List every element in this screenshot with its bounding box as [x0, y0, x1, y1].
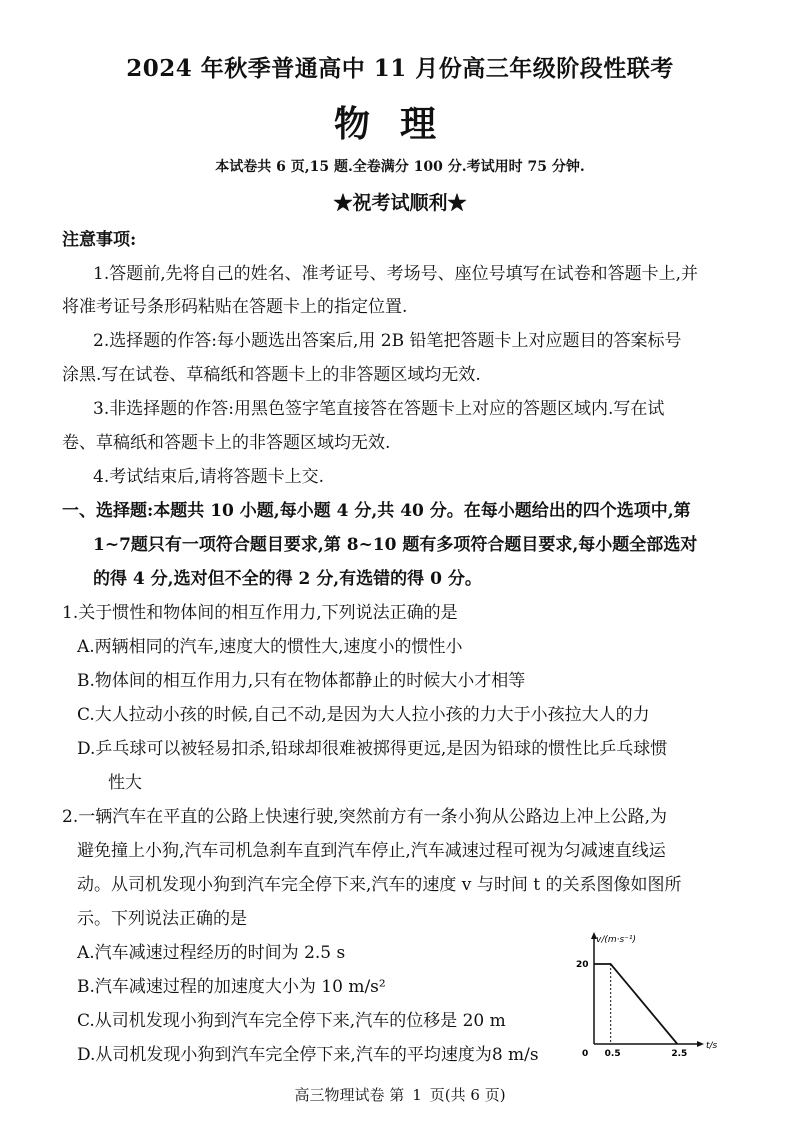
note-line: 4.考试结束后,请将答题卡上交.	[93, 467, 325, 487]
y-tick-label: 20	[576, 960, 589, 970]
question-1-stem: 1.关于惯性和物体间的相互作用力,下列说法正确的是	[62, 603, 458, 623]
question-1-option-c: C.大人拉动小孩的时候,自己不动,是因为大人拉小孩的力大于小孩拉大人的力	[77, 705, 650, 725]
blessing-banner: ★祝考试顺利★	[333, 192, 467, 214]
x-axis-arrow	[697, 1041, 704, 1047]
question-1-option-d-cont: 性大	[108, 773, 142, 793]
question-2-option-c: C.从司机发现小狗到汽车完全停下来,汽车的位移是 20 m	[77, 1011, 506, 1031]
section-heading: 一、选择题:本题共 10 小题,每小题 4 分,共 40 分。在每小题给出的四个选项中,第	[62, 501, 691, 521]
note-line: 将准考证号条形码粘贴在答题卡上的指定位置.	[62, 297, 408, 317]
footer-total: 页(共 6 页)	[429, 1086, 506, 1104]
velocity-time-graph	[562, 928, 718, 1059]
note-line: 2.选择题的作答:每小题选出答案后,用 2B 铅笔把答题卡上对应题目的答案标号	[93, 331, 682, 351]
x-tick-label: 0.5	[604, 1049, 621, 1059]
note-line: 涂黑.写在试卷、草稿纸和答题卡上的非答题区域均无效.	[62, 365, 481, 385]
question-2-option-b: B.汽车减速过程的加速度大小为 10 m/s²	[77, 977, 386, 997]
question-2-option-a: A.汽车减速过程经历的时间为 2.5 s	[77, 943, 346, 963]
paper-info: 本试卷共 6 页,15 题.全卷满分 100 分.考试用时 75 分钟.	[215, 159, 585, 175]
question-1-option-d: D.乒乓球可以被轻易扣杀,铅球却很难被掷得更远,是因为铅球的惯性比乒乓球惯	[77, 739, 668, 759]
x-tick-label: 2.5	[671, 1049, 688, 1059]
x-tick-label: 0	[582, 1049, 589, 1059]
page-footer	[0, 1084, 800, 1105]
question-2-stem: 2.一辆汽车在平直的公路上快速行驶,突然前方有一条小狗从公路边上冲上公路,为	[62, 807, 668, 827]
section-heading-cont: 的得 4 分,选对但不全的得 2 分,有选错的得 0 分。	[93, 569, 482, 589]
note-line: 1.答题前,先将自己的姓名、准考证号、考场号、座位号填写在试卷和答题卡上,并	[93, 264, 699, 284]
y-axis-label: v/(m·s⁻¹)	[596, 935, 637, 945]
question-2-stem-cont: 避免撞上小狗,汽车司机急刹车直到汽车停止,汽车减速过程可视为匀减速直线运	[77, 841, 666, 861]
note-line: 卷、草稿纸和答题卡上的非答题区域均无效.	[62, 433, 391, 453]
x-axis-label: t/s	[706, 1041, 718, 1051]
exam-title: 2024 年秋季普通高中 11 月份高三年级阶段性联考	[126, 55, 674, 82]
question-2-stem-cont: 示。下列说法正确的是	[77, 909, 247, 929]
footer-page-number: 1	[412, 1086, 422, 1104]
note-line: 3.非选择题的作答:用黑色签字笔直接答在答题卡上对应的答题区域内.写在试	[93, 399, 665, 419]
footer-label: 高三物理试卷 第	[294, 1086, 405, 1104]
subject-title: 物理	[333, 103, 466, 145]
question-2-stem-cont: 动。从司机发现小狗到汽车完全停下来,汽车的速度 v 与时间 t 的关系图像如图所	[77, 875, 682, 895]
notes-heading: 注意事项:	[62, 230, 137, 250]
data-series-line	[594, 964, 677, 1044]
question-2-option-d: D.从司机发现小狗到汽车完全停下来,汽车的平均速度为8 m/s	[77, 1045, 539, 1065]
question-1-option-b: B.物体间的相互作用力,只有在物体都静止的时候大小才相等	[77, 671, 526, 691]
section-heading-cont: 1~7题只有一项符合题目要求,第 8~10 题有多项符合题目要求,每小题全部选对	[93, 535, 698, 555]
question-1-option-a: A.两辆相同的汽车,速度大的惯性大,速度小的惯性小	[77, 637, 463, 657]
